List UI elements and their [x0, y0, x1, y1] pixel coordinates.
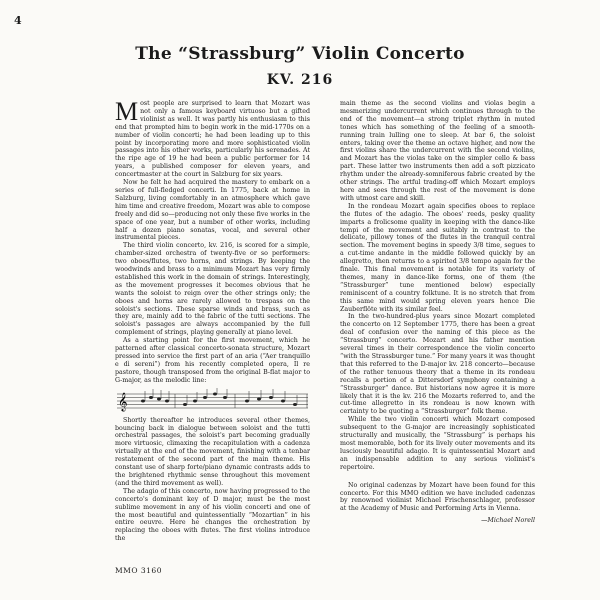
paragraph-4: As a starting point for the first movement, which he patterned after classical concerto-sonata structure, Mozart pressed into service the first part of an aria (“Aer tranquillo e dì sereni”) from his recently completed opera, Il re pastore, though transposed from the original B-flat major to G-major, as the melodic line:: [115, 337, 310, 384]
paragraph-6: The adagio of this concerto, now having progressed to the concerto's dominant key of D major, must be the most sublime movement in any of his violin concerti and one of the most beautiful and quintessentially “Mozartian” in his entire oeuvre. Here he changes the orchestration by replacing the oboes with flutes. The first violins introduce the: [115, 487, 310, 543]
article-body: [115, 97, 535, 543]
drop-cap: M: [115, 97, 139, 126]
paragraph-1-text: ost people are surprised to learn that Mozart was not only a famous keyboard virtuoso but a gifted violinist as well. It was partly his enthusiasm to this end that prompted him to begin work in the mid-1770s on a number of violin concerti; he had been leading up to this point by incorporating more and more sophisticated violin passages into his other works, particularly his serenades. At the ripe age of 19 he had been a public performer for 14 years, a published composer for eleven years, and concertmaster at the court in Salzburg for six years.: [115, 100, 310, 179]
music-staff-excerpt: [115, 388, 310, 414]
page-title: The “Strassburg” Violin Concerto: [135, 44, 465, 64]
paragraph-7: main theme as the second violins and violas begin a mesmerizing undercurrent which continues through to the end of the movement—a strong triplet rhythm in muted tones which has something of the feeling of a smooth-running train lulling one to sleep. At bar 6, the soloist enters, taking over the theme an octave higher, and now the first violins share the undercurrent with the second violins, and Mozart has the violas take on the simpler cello & bass part. These latter two instruments then add a soft pizzicato rhythm under the already-somniferous fabric created by the other strings. The artful trading-off which Mozart employs here and sees through the rest of the movement is done with utmost care and skill.: [340, 100, 535, 202]
paragraph-2: Now he felt he had acquired the mastery to embark on a series of full-fledged concerti. In 1775, back at home in Salzburg, living comfortably in an atmosphere which gave him time and creative freedom, Mozart was able to compose freely and did so—producing not only these five works in the space of one year, but a number of other works, including half a dozen piano sonatas, vocal, and several other instrumental pieces.: [115, 179, 310, 242]
cadenza-note: [340, 482, 535, 526]
paragraph-5: Shortly thereafter he introduces several other themes, bouncing back in dialogue between soloist and the tutti orchestral passages, the soloist's part becoming gradually more virtuosic, climaxing the recapitulation with a cadenza virtually at the end of the movement, finishing with a tenbar restatement of the second part of the main theme. His constant use of sharp forte/piano dynamic contrasts adds to the brightened rhythmic sense throughout this movement (and the third movement as well).: [115, 416, 310, 487]
svg-text:𝄞: 𝄞: [118, 391, 128, 411]
catalog-footer: MMO 3160: [115, 566, 162, 575]
right-column: [340, 100, 535, 530]
paragraph-3: The third violin concerto, kv. 216, is scored for a simple, chamber-sized orchestra of twenty-five or so performers: two oboes/flutes, two horns, and strings. By keeping the woodwinds and brass to a minimum Mozart has very firmly established this work in the domain of strings. Interestingly, as the movement progresses it becomes obvious that he wants the soloist to reign over the other strings only; the oboes and horns are rarely allowed to trespass on the soloist's sections. These sparse winds and brass, such as they are, mainly add to the fabric of the tutti sections. The soloist's passages are always accompanied by the full complement of strings, playing generally at piano level.: [115, 242, 310, 337]
page-subtitle: KV. 216: [266, 72, 334, 88]
page-number: 4: [14, 14, 22, 27]
cadenza-note-text: No original cadenzas by Mozart have been found for this concerto. For this MMO edition we have included cadenzas by renowned violinist Michael Frischenschlager, professor at the Academy of Music and Performing Arts in Vienna.: [340, 481, 535, 513]
author-signature: —Michael Norell: [481, 517, 535, 525]
paragraph-1: [115, 97, 310, 179]
paragraph-9: In the two-hundred-plus years since Mozart completed the concerto on 12 September 1775, there has been a great deal of confusion over the naming of this piece as the “Strassburg” concerto. Mozart and his father mention several times in their correspondence the violin concerto “with the Strassburger tune.” For many years it was thought that this referred to the D-major kv. 218 concerto—because of the rather tenuous theory that a theme in its rondeau recalls a portion of a Dittersdorf symphony containing a “Strassburger” dance. But historians now agree it is more likely that it is the kv. 216 the Mozarts referred to, and the cut-time allegretto in its rondeau is now known with certainty to be quoting a “Strassburger” folk theme.: [340, 313, 535, 416]
paragraph-8: In the rondeau Mozart again specifies oboes to replace the flutes of the adagio. The oboes' reeds, pesky quality imparts a frolicsome quality in keeping with the dance-like tempi of the movement and suitably in contrast to the delicate, pillowy tones of the flutes in the tranquil central section. The movement begins in speedy 3/8 time, segues to a cut-time andante in the middle followed quickly by an allegretto, then returns to a spirited 3/8 tempo again for the finale. This final movement is notable for its variety of themes, many in dance-like forms, one of them (the “Strassburger” tune mentioned below) especially reminiscent of a country folktune. It is no stretch that from this same mind would spring eleven years hence Die Zauberflöte with its similar feel.: [340, 202, 535, 313]
left-column: [115, 97, 310, 543]
paragraph-10: While the two violin concerti which Mozart composed subsequent to the G-major are increasingly sophisticated structurally and musically, the “Strassburg” is perhaps his most memorable, both for its lively outer movements and its lusciously beautiful adagio. It is quintessential Mozart and an indispensable addition to any serious violinist's repertoire.: [340, 416, 535, 471]
